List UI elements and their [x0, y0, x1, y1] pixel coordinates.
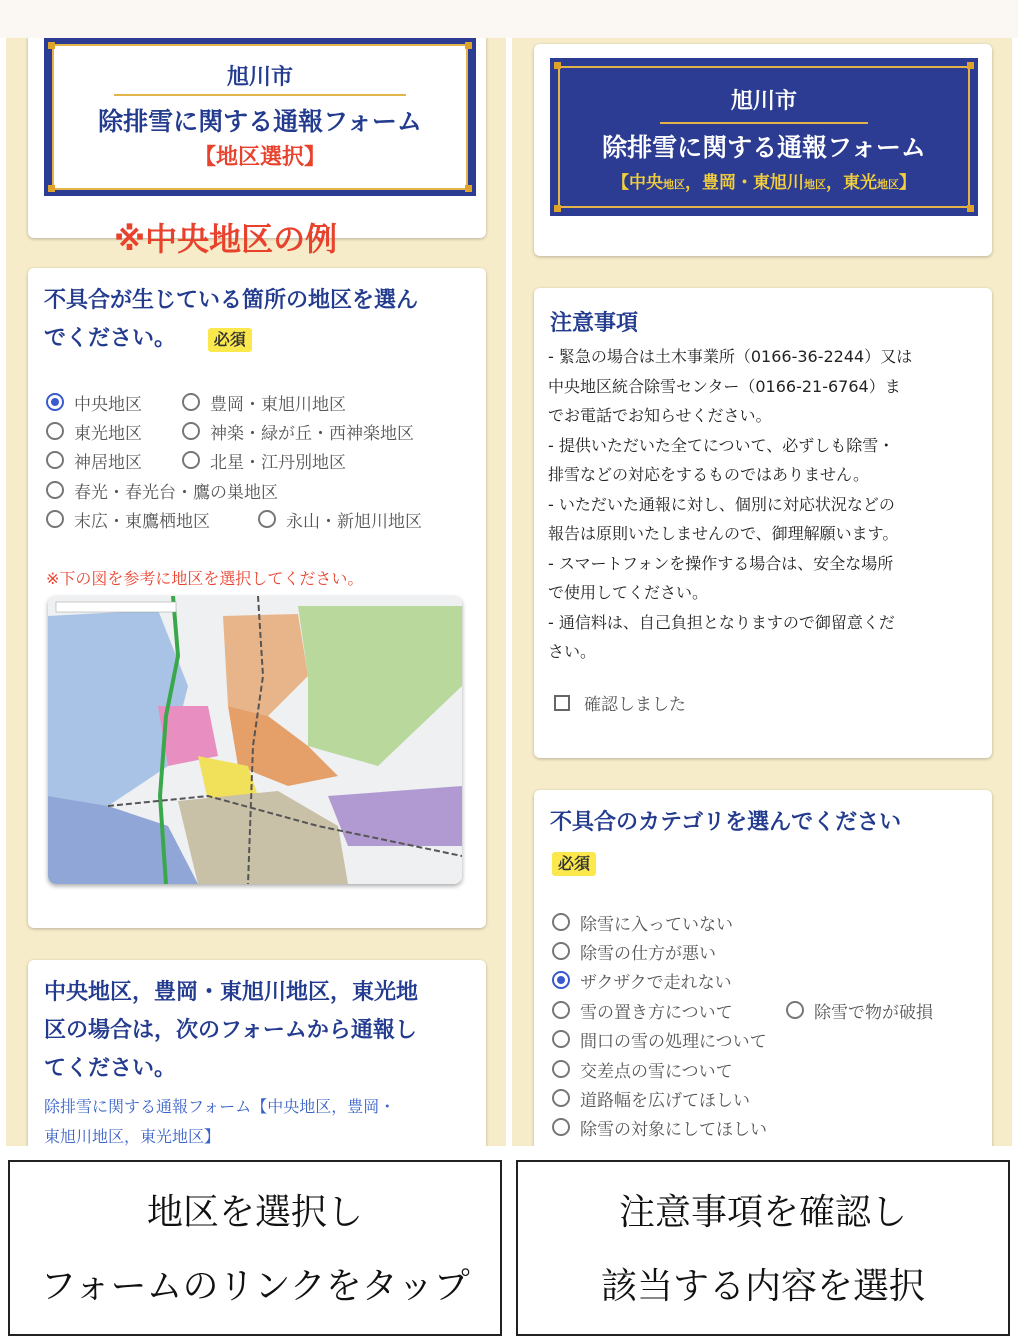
header-card	[28, 38, 486, 238]
district-option-chuo[interactable]: 中央地区	[46, 390, 142, 414]
radio-icon	[552, 913, 570, 931]
banner-subtitle: 【中央地区，豊岡・東旭川地区，東光地区】	[612, 173, 916, 193]
link-section-card	[28, 960, 486, 1146]
required-badge: 必須	[552, 852, 596, 876]
left-caption-line2: フォームのリンクをタップ	[40, 1266, 470, 1307]
left-caption-line1: 地区を選択し	[146, 1192, 363, 1233]
top-strip	[0, 0, 1018, 38]
district-option-toko[interactable]: 東光地区	[46, 419, 142, 443]
radio-icon	[258, 510, 276, 528]
right-caption-line1: 注意事項を確認し	[618, 1192, 907, 1233]
map-note: ※下の図を参考に地区を選択してください。	[46, 569, 364, 588]
category-option-frontage[interactable]: 間口の雪の処理について	[552, 1027, 767, 1051]
radio-icon	[46, 422, 64, 440]
header-card	[534, 44, 992, 256]
example-note: ※中央地区の例	[114, 220, 338, 258]
district-option-nagayama[interactable]: 永山・新旭川地区	[258, 507, 422, 531]
left-screenshot-panel	[6, 38, 506, 1146]
link-section-title: 中央地区，豊岡・東旭川地区，東光地 区の場合は，次のフォームから通報し てください。	[44, 980, 419, 1081]
district-option-toyooka[interactable]: 豊岡・東旭川地区	[182, 390, 346, 414]
category-option-snow-placement[interactable]: 雪の置き方について	[552, 998, 733, 1022]
notice-body: - 緊急の場合は土木事業所（0166-36-2244）又は 中央地区統合除雪センター（0166-21-6764）ま でお電話でお知らせください。 - 提供いただいた全てについて、必ずしも除雪・ 排雪などの対応をするものではありません。 - いただいた通報に対し、個別に対応状況などの 報告は原則いたしませんので、御理解願います。 - スマートフォンを操作する場合は、安全な場所 で使用してください。 - 通信料は、自己負担となりますので御留意くだ さい。	[548, 347, 913, 661]
district-option-kamui[interactable]: 神居地区	[46, 448, 142, 472]
right-caption-line2: 該当する内容を選択	[600, 1266, 925, 1307]
banner-form-title: 除排雪に関する通報フォーム	[602, 133, 926, 162]
category-option-add-target[interactable]: 除雪の対象にしてほしい	[552, 1115, 767, 1139]
radio-icon	[552, 1118, 570, 1136]
banner-divider	[660, 122, 868, 124]
district-option-hokusei[interactable]: 北星・江丹別地区	[182, 448, 346, 472]
radio-icon	[182, 393, 200, 411]
category-question-card	[534, 790, 992, 1146]
district-map-image	[48, 596, 462, 884]
district-question-card	[28, 268, 486, 928]
banner-divider	[114, 94, 406, 96]
radio-icon	[46, 481, 64, 499]
required-badge: 必須	[208, 328, 252, 352]
radio-icon	[786, 1001, 804, 1019]
checkbox-icon	[554, 695, 570, 711]
banner-city: 旭川市	[730, 89, 797, 114]
radio-icon	[552, 1030, 570, 1048]
category-option-widen-road[interactable]: 道路幅を広げてほしい	[552, 1086, 750, 1110]
banner-form-title: 除排雪に関する通報フォーム	[98, 107, 422, 136]
category-question-title: 不具合のカテゴリを選んでください	[550, 810, 902, 835]
category-option-intersection[interactable]: 交差点の雪について	[552, 1057, 733, 1081]
radio-icon	[46, 451, 64, 469]
left-caption-box	[8, 1160, 502, 1336]
category-option-bad-plowing[interactable]: 除雪の仕方が悪い	[552, 939, 716, 963]
radio-icon	[552, 1089, 570, 1107]
category-option-not-plowed[interactable]: 除雪に入っていない	[552, 910, 733, 934]
right-caption-box	[516, 1160, 1010, 1336]
banner-subtitle: 【地区選択】	[193, 145, 326, 170]
district-question-title: 不具合が生じている箇所の地区を選ん でください。 必須	[44, 288, 419, 351]
radio-icon	[552, 1001, 570, 1019]
radio-icon	[552, 942, 570, 960]
right-screenshot-panel	[512, 38, 1012, 1146]
radio-icon	[46, 510, 64, 528]
notice-card	[534, 288, 992, 758]
radio-icon	[182, 451, 200, 469]
radio-icon	[182, 422, 200, 440]
district-option-suehiro[interactable]: 末広・東鷹栖地区	[46, 507, 210, 531]
form-link[interactable]: 除排雪に関する通報フォーム【中央地区，豊岡・ 東旭川地区，東光地区】	[44, 1097, 396, 1146]
radio-icon	[552, 971, 570, 989]
banner-city: 旭川市	[226, 65, 293, 90]
district-option-kagura[interactable]: 神楽・緑が丘・西神楽地区	[182, 419, 414, 443]
category-option-damage[interactable]: 除雪で物が破損	[786, 998, 933, 1022]
confirm-checkbox[interactable]: 確認しました	[554, 690, 686, 715]
radio-icon	[46, 393, 64, 411]
form-banner	[550, 58, 978, 216]
category-option-slushy[interactable]: ザクザクで走れない	[552, 968, 732, 992]
district-option-shunko[interactable]: 春光・春光台・鷹の巣地区	[46, 478, 278, 502]
form-banner	[44, 38, 476, 196]
radio-icon	[552, 1060, 570, 1078]
notice-title: 注意事項	[550, 311, 639, 336]
